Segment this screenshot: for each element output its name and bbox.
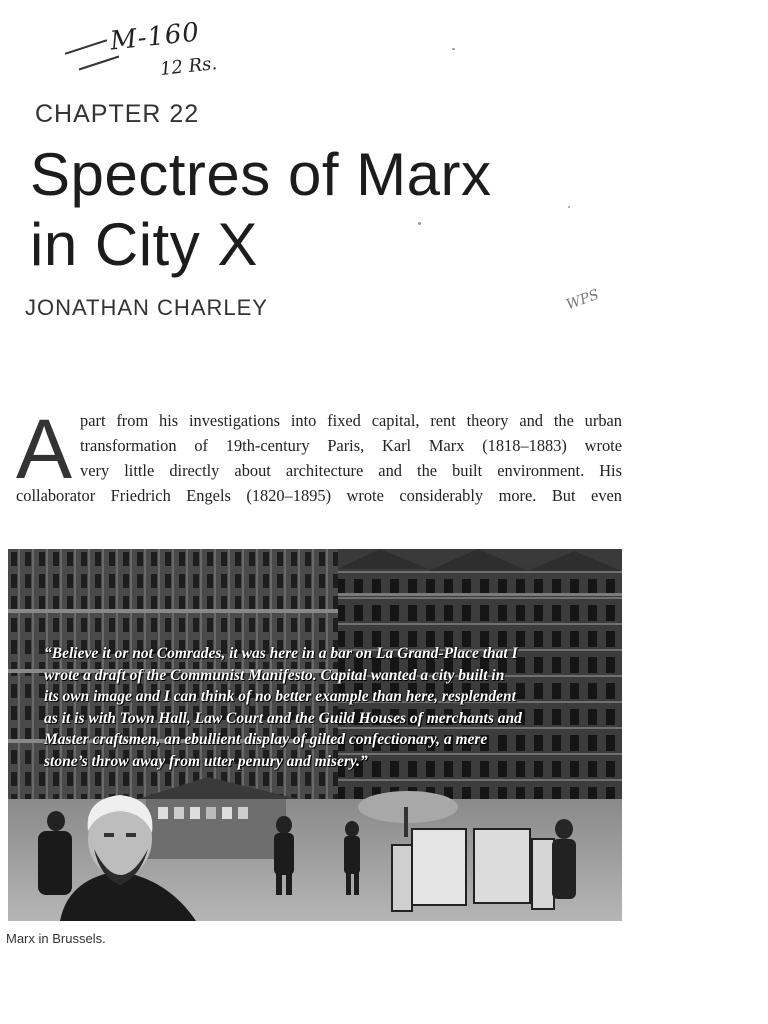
chapter-label: CHAPTER 22 [35, 100, 200, 128]
quote-line: as it is with Town Hall, Law Court and the Guild Houses of merchants and [44, 709, 522, 727]
figure-photo [8, 549, 622, 921]
body-line: transformation of 19th-century Paris, Karl Marx (1818–1883) wrote [80, 436, 622, 455]
quote-line: Master craftsmen, an ebullient display of gilted confectionary, a mere [44, 731, 488, 748]
quote-line: stone’s throw away from utter penury and misery.” [44, 752, 368, 770]
scan-speck [452, 48, 455, 50]
figure-quote [44, 643, 592, 772]
handwriting-strike [79, 56, 120, 71]
body-line: part from his investigations into fixed capital, rent theory and the urban [80, 411, 622, 430]
quote-line: “Believe it or not Comrades, it was here in a bar on La Grand-Place that I [44, 645, 518, 662]
figure-caption: Marx in Brussels. [6, 931, 106, 946]
handwritten-code: M-160 [108, 17, 202, 57]
handwriting-strike [65, 39, 107, 54]
quote-line: its own image and I can think of no better example than here, resplendent [44, 688, 516, 705]
body-line: very little directly about architecture and the built environment. His [80, 461, 622, 480]
author-name: JONATHAN CHARLEY [25, 295, 268, 320]
body-paragraph [16, 402, 622, 508]
handwritten-corner-mark: WPS [564, 286, 602, 314]
chapter-title-line1: Spectres of Marx [30, 141, 492, 208]
scan-speck [418, 222, 421, 225]
quote-line: wrote a draft of the Communist Manifesto. Capital wanted a city built in [44, 666, 505, 684]
body-line: collaborator Friedrich Engels (1820–1895) wrote considerably more. But even [16, 486, 622, 505]
chapter-title [30, 140, 492, 280]
handwritten-price: 12 Rs. [159, 53, 219, 80]
drop-cap: A [16, 402, 73, 496]
chapter-title-line2: in City X [30, 211, 258, 278]
scan-speck [568, 206, 570, 208]
